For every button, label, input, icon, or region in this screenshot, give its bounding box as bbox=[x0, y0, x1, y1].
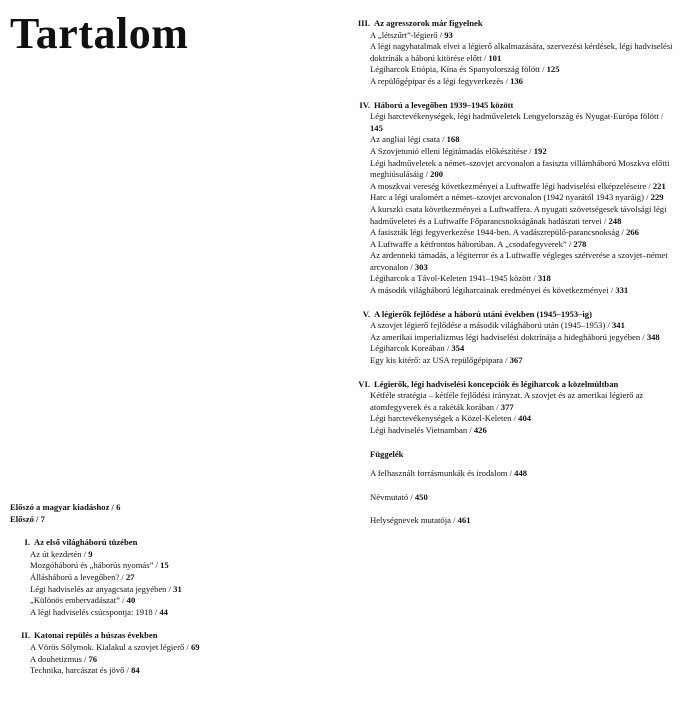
entry-title: Előszó bbox=[10, 513, 34, 524]
page-separator: / bbox=[119, 595, 127, 606]
entry-title: Légiharcok a Távol-Keleten 1941–1945 között bbox=[370, 273, 532, 284]
entry-title: A fasiszták légi fegyverkezése 1944-ben. A vadászrepülő-parancsnokság bbox=[370, 227, 620, 238]
page-separator: / bbox=[502, 355, 510, 366]
entry-title: Légiharcok Koreában bbox=[370, 343, 445, 354]
page-number: 31 bbox=[173, 583, 182, 594]
page-separator: / bbox=[619, 227, 627, 238]
page-number: 229 bbox=[650, 192, 664, 203]
section-numeral: V. bbox=[362, 308, 370, 319]
right-column bbox=[345, 18, 675, 539]
entry-title: A légi nagyhatalmak elvei a légierő alkalmazására, szervezési kérdések, légi hadviselési doktrínák a háború kitörése előtt bbox=[370, 41, 673, 63]
entry-title: Egy kis kitérő: az USA repülőgépipara bbox=[370, 355, 503, 366]
page-number: 101 bbox=[488, 52, 502, 63]
page-separator: / bbox=[527, 145, 534, 156]
entry-title: Az ardenneki támadás, a légiterror és a Luftwaffe végleges szétverése a szovjet–német arcvonalon bbox=[370, 250, 668, 272]
page-separator: / bbox=[408, 491, 415, 502]
section-items bbox=[345, 390, 675, 436]
page-number: 318 bbox=[537, 273, 551, 284]
entry-title: A kurszki csata következményei a Luftwaffera. A nyugati szövetségesek távolsági légi hadműveletei és a Luftwaffe Főparancsnokságának hadászati tervei bbox=[370, 203, 667, 226]
entry-title: Előszó a magyar kiadáshoz bbox=[10, 502, 110, 512]
entry-title: Légi hadviselés az anyagcsata jegyében bbox=[30, 583, 167, 594]
toc-entry bbox=[370, 64, 675, 76]
entry-title: A légi hadviselés csúcspontja: 1918 bbox=[30, 606, 153, 617]
page-number: 44 bbox=[159, 606, 168, 617]
toc-entry bbox=[30, 642, 330, 654]
page-separator: / bbox=[408, 261, 415, 272]
section-numeral: I. bbox=[24, 537, 30, 548]
section-heading bbox=[345, 379, 675, 391]
toc-entry bbox=[370, 390, 675, 413]
entry-title: Technika, harcászat és jövő bbox=[30, 665, 125, 676]
page-separator: / bbox=[184, 641, 191, 652]
toc-entry bbox=[30, 560, 330, 572]
toc-entry bbox=[370, 425, 675, 437]
entry-title: Az út kezdetén bbox=[30, 548, 82, 559]
page-number: 404 bbox=[518, 413, 532, 424]
page-number: 354 bbox=[451, 343, 465, 354]
section-items bbox=[345, 30, 675, 88]
section-items bbox=[10, 549, 330, 619]
entry-title: A második világháború légiharcainak eredményei és következményei bbox=[370, 285, 609, 296]
section-title: A légierők fejlődése a háború utáni években (1945–1953–ig) bbox=[374, 308, 592, 319]
toc-entry bbox=[370, 111, 675, 134]
toc-entry bbox=[345, 492, 675, 504]
toc-entry bbox=[370, 273, 675, 285]
left-sections bbox=[10, 537, 330, 677]
toc-section bbox=[345, 18, 675, 88]
page-separator: / bbox=[566, 238, 574, 249]
page-separator: / bbox=[109, 502, 117, 512]
page-separator: / bbox=[494, 401, 501, 412]
page-separator: / bbox=[33, 513, 41, 524]
toc-entry bbox=[345, 468, 675, 480]
toc-entry bbox=[370, 181, 675, 193]
entry-title: A moszkvai vereség következményei a Luftwaffe légi hadviselési elképzeléseire bbox=[370, 180, 647, 191]
page-separator: / bbox=[119, 571, 126, 582]
page-separator: / bbox=[152, 606, 160, 617]
toc-entry bbox=[370, 192, 675, 204]
entry-title: Mozgóháború és „háborús nyomás” bbox=[30, 560, 154, 571]
page-separator: / bbox=[646, 180, 653, 191]
page-number: 448 bbox=[514, 468, 528, 479]
toc-entry bbox=[10, 502, 330, 514]
right-sections bbox=[345, 18, 675, 437]
page-number: 426 bbox=[473, 425, 487, 435]
entry-title: Légi harctevékenységek a Közel-Keleten bbox=[370, 413, 512, 424]
appendix-heading: Függelék bbox=[370, 448, 404, 459]
page-number: 136 bbox=[510, 75, 523, 86]
page-separator: / bbox=[153, 560, 161, 571]
entry-title: Az angliai légi csata bbox=[370, 134, 440, 145]
section-items bbox=[10, 642, 330, 677]
page-separator: / bbox=[539, 64, 547, 75]
entry-title: „Különös embervadászat” bbox=[30, 595, 120, 606]
page-separator: / bbox=[450, 515, 458, 526]
page-separator: / bbox=[166, 583, 174, 594]
toc-entry bbox=[370, 343, 675, 355]
page-number: 367 bbox=[509, 355, 523, 366]
page-number: 348 bbox=[646, 331, 660, 342]
toc-entry bbox=[370, 332, 675, 344]
entry-title: A Luftwaffe a kétfrontos háborúban. A „csodafegyverek” bbox=[370, 238, 567, 249]
toc-entry bbox=[30, 607, 330, 619]
entry-title: Állásháború a levegőben? bbox=[30, 571, 120, 582]
page-number: 7 bbox=[40, 513, 45, 524]
page-separator: / bbox=[640, 331, 647, 342]
entry-title: A douhetizmus bbox=[30, 653, 82, 664]
toc-section bbox=[10, 630, 330, 676]
entry-title: A „létszűrt”-légierő bbox=[370, 29, 438, 40]
page-number: 145 bbox=[370, 122, 383, 133]
appendix bbox=[345, 449, 675, 527]
section-title: Katonai repülés a húszas években bbox=[34, 630, 158, 641]
page-number: 9 bbox=[88, 548, 93, 559]
toc-section bbox=[10, 537, 330, 618]
page-separator: / bbox=[444, 343, 452, 354]
section-heading bbox=[345, 309, 675, 321]
section-numeral: IV. bbox=[359, 99, 370, 110]
section-numeral: III. bbox=[357, 18, 370, 28]
toc-section bbox=[345, 309, 675, 367]
page-number: 266 bbox=[626, 227, 639, 238]
toc-entry bbox=[370, 76, 675, 88]
toc-entry bbox=[370, 227, 675, 239]
section-numeral: VI. bbox=[358, 378, 370, 389]
page-separator: / bbox=[81, 548, 89, 559]
page-number: 221 bbox=[652, 180, 666, 191]
section-title: Háború a levegőben 1939–1945 között bbox=[374, 99, 514, 110]
toc-entry bbox=[370, 204, 675, 227]
page-separator: / bbox=[511, 413, 519, 424]
page-separator: / bbox=[437, 29, 445, 40]
page-number: 84 bbox=[131, 665, 140, 676]
page-number: 6 bbox=[116, 502, 121, 512]
section-heading bbox=[345, 100, 675, 112]
toc-entry bbox=[370, 30, 675, 42]
left-column bbox=[10, 502, 330, 689]
page-title: Tartalom bbox=[10, 9, 189, 58]
entry-title: Légi harctevékenységek, légi hadműveletek Lengyelország és Nyugat-Európa fölött bbox=[370, 111, 659, 122]
toc-entry bbox=[370, 146, 675, 158]
page-separator: / bbox=[124, 665, 132, 676]
page-number: 76 bbox=[88, 653, 98, 664]
page-number: 331 bbox=[615, 285, 629, 296]
entry-title: Az amerikai imperializmus légi hadviselési doktrínája a hidegháború jegyében bbox=[370, 331, 641, 342]
page-separator: / bbox=[507, 468, 515, 479]
page-number: 341 bbox=[612, 320, 625, 331]
page-number: 461 bbox=[457, 515, 471, 526]
page-separator: / bbox=[467, 425, 474, 435]
toc-entry bbox=[30, 654, 330, 666]
page-number: 27 bbox=[125, 571, 135, 582]
toc-entry bbox=[370, 158, 675, 181]
page-number: 278 bbox=[573, 238, 587, 249]
toc-entry bbox=[370, 239, 675, 251]
entry-title: A felhasznált forrásmunkák és irodalom bbox=[370, 468, 508, 479]
section-heading bbox=[10, 630, 330, 642]
entry-title: Légiharcok Etiópia, Kína és Spanyolország fölött bbox=[370, 64, 540, 75]
page-number: 248 bbox=[608, 215, 622, 226]
page-number: 40 bbox=[126, 595, 136, 606]
toc-entry bbox=[345, 515, 675, 527]
page-separator: / bbox=[423, 169, 431, 180]
appendix-items bbox=[345, 468, 675, 527]
section-items bbox=[345, 320, 675, 366]
page-number: 125 bbox=[546, 64, 560, 75]
page-separator: / bbox=[481, 52, 489, 63]
page-number: 377 bbox=[500, 401, 514, 412]
entry-title: A szovjet légierő fejlődése a második világháború után (1945–1953) bbox=[370, 320, 606, 331]
entry-title: Légi hadviselés Vietnamban bbox=[370, 425, 468, 435]
entry-title: Kétféle stratégia – kétféle fejlődési irányzat. A szovjet és az amerikai légierő az atomfegyverek és a rakéták korában bbox=[370, 390, 644, 412]
toc-entry bbox=[370, 41, 675, 64]
page-separator: / bbox=[608, 285, 616, 296]
page-separator: / bbox=[658, 111, 664, 122]
section-title: Az első világháború tüzében bbox=[34, 537, 138, 548]
page-number: 15 bbox=[160, 560, 169, 571]
page-number: 450 bbox=[414, 491, 428, 502]
page-number: 93 bbox=[444, 29, 453, 40]
entry-title: A Vörös Sólymok. Kialakul a szovjet légierő bbox=[30, 641, 185, 652]
entry-title: Névmutató bbox=[370, 491, 409, 502]
toc-entry bbox=[30, 584, 330, 596]
section-items bbox=[345, 111, 675, 297]
section-heading bbox=[10, 537, 330, 549]
toc-section bbox=[345, 379, 675, 437]
toc-entry bbox=[30, 595, 330, 607]
toc-entry bbox=[10, 514, 330, 526]
section-title: Légierők, légi hadviselési koncepciók és légiharcok a közelmúltban bbox=[374, 378, 619, 389]
toc-entry bbox=[370, 355, 675, 367]
page-separator: / bbox=[643, 192, 651, 203]
entry-title: Helységnevek mutatója bbox=[370, 515, 451, 526]
page-separator: / bbox=[605, 320, 612, 331]
entry-title: Harc a légi uralomért a német–szovjet arcvonalon (1942 nyarától 1943 nyaráig) bbox=[370, 192, 644, 203]
toc-entry bbox=[370, 250, 675, 273]
section-title: Az agresszorok már figyelnek bbox=[374, 18, 483, 28]
entry-title: A Szovjetunió elleni légitámadás előkészítése bbox=[370, 145, 528, 156]
toc-entry bbox=[370, 285, 675, 297]
entry-title: A repülőgépipar és a légi fegyverkezés bbox=[370, 75, 504, 86]
page-separator: / bbox=[439, 134, 447, 145]
front-matter bbox=[10, 502, 330, 525]
page-separator: / bbox=[531, 273, 538, 284]
section-numeral: II. bbox=[21, 630, 30, 641]
page-number: 168 bbox=[446, 134, 460, 145]
page-number: 192 bbox=[533, 145, 547, 156]
toc-section bbox=[345, 100, 675, 297]
page-number: 69 bbox=[190, 641, 200, 652]
toc-entry bbox=[370, 134, 675, 146]
toc-entry bbox=[30, 572, 330, 584]
toc-entry bbox=[30, 665, 330, 677]
toc-entry bbox=[30, 549, 330, 561]
page-number: 303 bbox=[414, 261, 428, 272]
section-heading bbox=[345, 18, 675, 30]
page-separator: / bbox=[601, 215, 609, 226]
entry-title: Légi hadműveletek a német–szovjet arcvonalon a fasiszta villámháború Moszkva előtti meghiúsulásáig bbox=[370, 157, 670, 180]
page-separator: / bbox=[81, 653, 89, 664]
toc-entry bbox=[370, 413, 675, 425]
page-number: 200 bbox=[430, 169, 444, 180]
toc-entry bbox=[370, 320, 675, 332]
page-separator: / bbox=[503, 75, 511, 86]
